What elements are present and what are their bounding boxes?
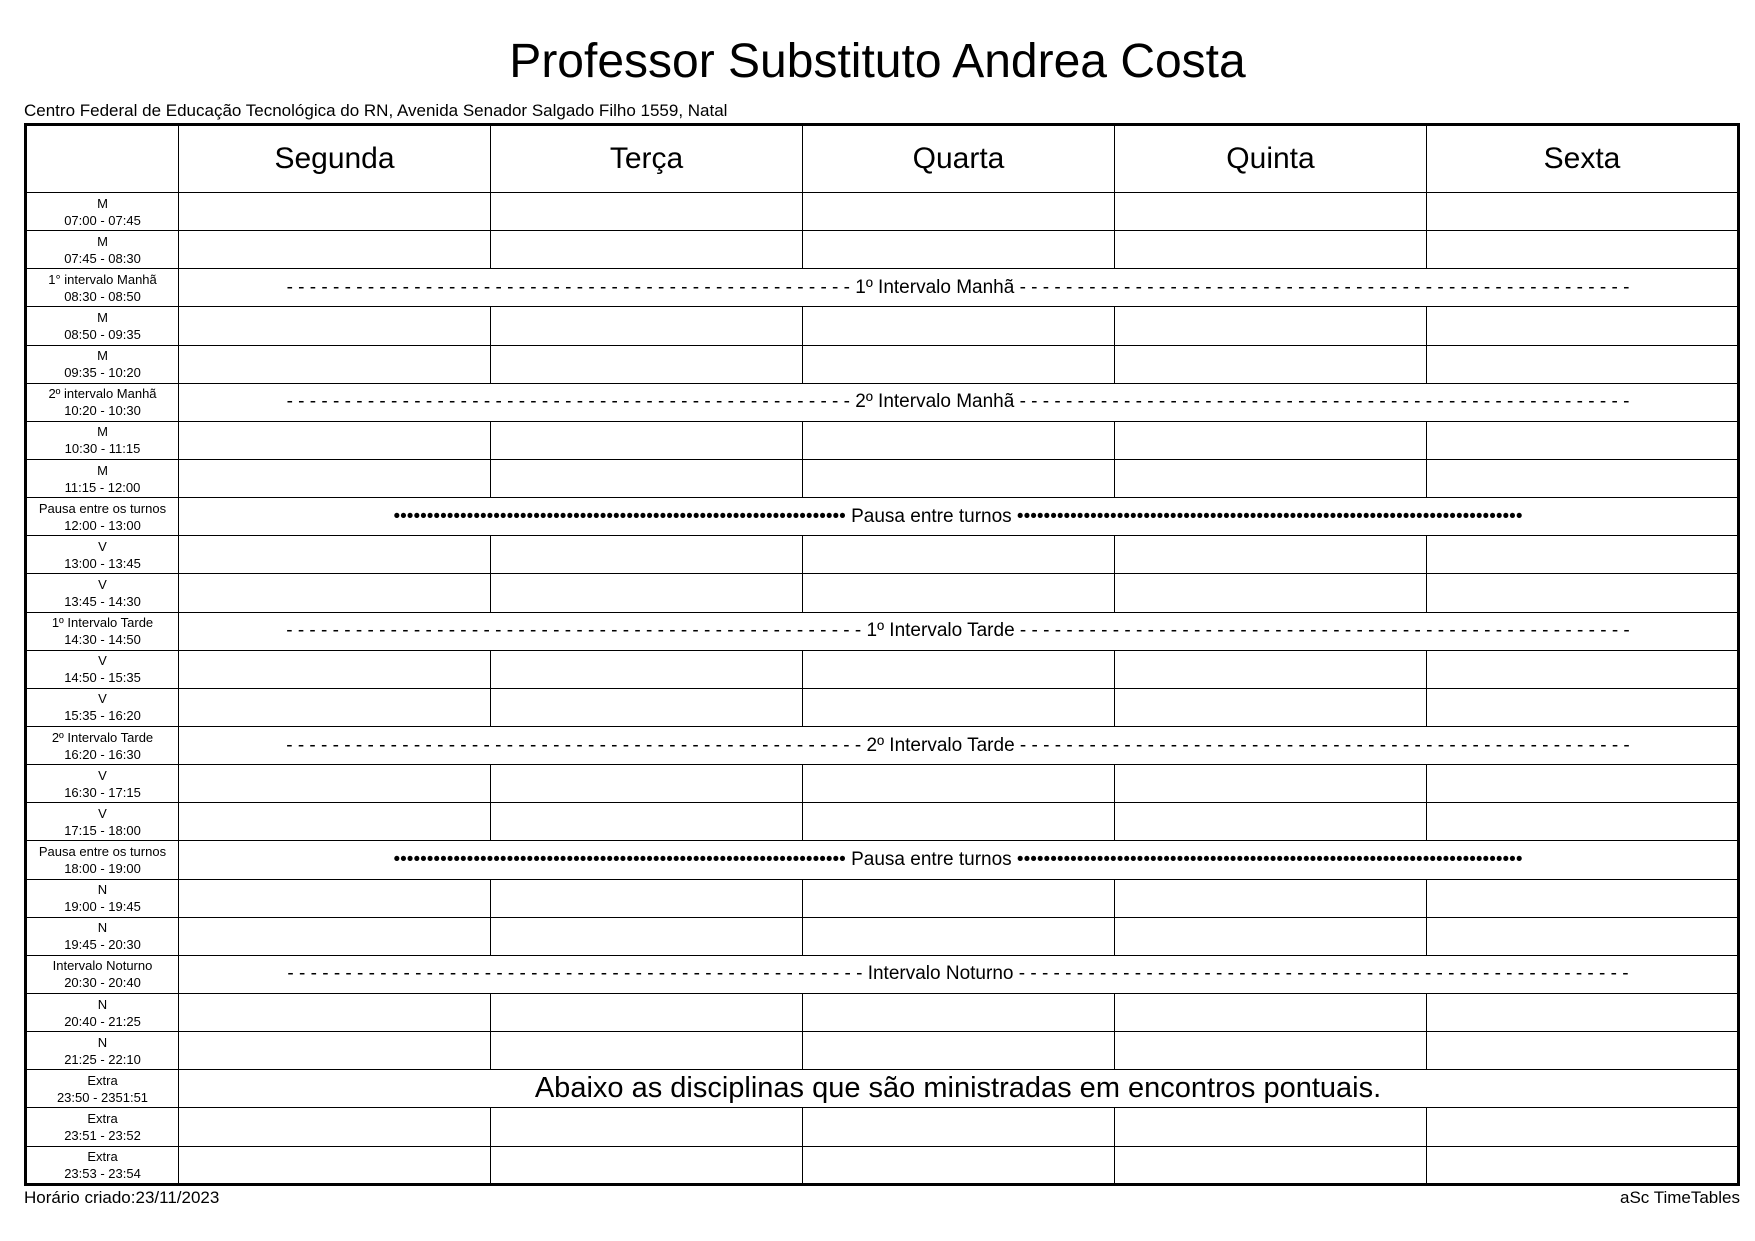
period-label: M	[97, 462, 108, 478]
lesson-cell	[491, 650, 803, 688]
period-cell	[26, 307, 179, 345]
period-cell	[26, 917, 179, 955]
period-time: 19:00 - 19:45	[64, 899, 141, 915]
break-banner: Abaixo as disciplinas que são ministradas em encontros pontuais.	[179, 1070, 1739, 1108]
period-cell	[26, 574, 179, 612]
lesson-cell	[491, 879, 803, 917]
lesson-cell	[1115, 459, 1427, 497]
period-time: 15:35 - 16:20	[64, 708, 141, 724]
lesson-cell	[803, 1032, 1115, 1070]
day-header: Terça	[491, 125, 803, 193]
lesson-cell	[1115, 917, 1427, 955]
lesson-cell	[1115, 765, 1427, 803]
period-cell	[26, 993, 179, 1031]
lesson-cell	[803, 993, 1115, 1031]
lesson-cell	[491, 688, 803, 726]
period-time: 10:20 - 10:30	[64, 403, 141, 419]
period-row	[26, 917, 1739, 955]
lesson-cell	[491, 803, 803, 841]
period-cell	[26, 193, 179, 231]
lesson-cell	[803, 1108, 1115, 1146]
created-date: Horário criado:23/11/2023	[24, 1188, 220, 1207]
period-cell	[26, 841, 179, 879]
period-row	[26, 688, 1739, 726]
lesson-cell	[1427, 688, 1739, 726]
break-banner: •••••••••••••••••••••••••••••••••••••••••••••••••••••••••••••••••••• Pausa entre turnos ••••••••••••••••••••••••••••••••••••••••••••••••••••••••••••••••••••••••••••	[179, 498, 1739, 536]
period-label: V	[98, 805, 107, 821]
period-time: 21:25 - 22:10	[64, 1051, 141, 1067]
day-header-row	[26, 125, 1739, 193]
lesson-cell	[179, 1108, 491, 1146]
period-cell	[26, 688, 179, 726]
lesson-cell	[1115, 1032, 1427, 1070]
day-header: Segunda	[179, 125, 491, 193]
lesson-cell	[803, 421, 1115, 459]
software-credit: aSc TimeTables	[1620, 1188, 1740, 1207]
period-row	[26, 879, 1739, 917]
period-label: M	[97, 195, 108, 211]
period-cell	[26, 1108, 179, 1146]
lesson-cell	[803, 193, 1115, 231]
period-row	[26, 1146, 1739, 1184]
lesson-cell	[179, 345, 491, 383]
lesson-cell	[1115, 803, 1427, 841]
lesson-cell	[1427, 650, 1739, 688]
period-row	[26, 612, 1739, 650]
period-row	[26, 459, 1739, 497]
period-cell	[26, 650, 179, 688]
period-time: 16:30 - 17:15	[64, 784, 141, 800]
period-cell	[26, 726, 179, 764]
lesson-cell	[1115, 1108, 1427, 1146]
lesson-cell	[803, 1146, 1115, 1184]
period-time: 08:30 - 08:50	[64, 288, 141, 304]
break-banner: - - - - - - - - - - - - - - - - - - - - - - - - - - - - - - - - - - - - - - - - - - - - - - - - - - Intervalo Noturno - - - - - - - - - - - - - - - - - - - - - - - - - - - - - - - - - - - - - - - - - - - - - - - - - - - - -	[179, 955, 1739, 993]
break-banner: •••••••••••••••••••••••••••••••••••••••••••••••••••••••••••••••••••• Pausa entre turnos ••••••••••••••••••••••••••••••••••••••••••••••••••••••••••••••••••••••••••••	[179, 841, 1739, 879]
period-cell	[26, 498, 179, 536]
period-row	[26, 1070, 1739, 1108]
lesson-cell	[179, 1146, 491, 1184]
lesson-cell	[491, 345, 803, 383]
period-label: V	[98, 576, 107, 592]
period-label: N	[97, 1034, 108, 1050]
period-row	[26, 193, 1739, 231]
lesson-cell	[1427, 1108, 1739, 1146]
lesson-cell	[803, 307, 1115, 345]
lesson-cell	[1427, 765, 1739, 803]
lesson-cell	[803, 879, 1115, 917]
period-row	[26, 307, 1739, 345]
lesson-cell	[491, 307, 803, 345]
lesson-cell	[803, 650, 1115, 688]
period-row	[26, 269, 1739, 307]
lesson-cell	[1427, 803, 1739, 841]
lesson-cell	[179, 1032, 491, 1070]
period-time: 17:15 - 18:00	[64, 822, 141, 838]
period-time: 14:30 - 14:50	[64, 632, 141, 648]
lesson-cell	[179, 231, 491, 269]
period-time: 10:30 - 11:15	[64, 441, 141, 457]
period-cell	[26, 612, 179, 650]
lesson-cell	[1427, 1032, 1739, 1070]
period-label: V	[98, 691, 107, 707]
period-row	[26, 383, 1739, 421]
lesson-cell	[1115, 421, 1427, 459]
lesson-cell	[491, 1146, 803, 1184]
period-row	[26, 421, 1739, 459]
period-time: 18:00 - 19:00	[64, 860, 141, 876]
lesson-cell	[179, 803, 491, 841]
school-address: Centro Federal de Educação Tecnológica do RN, Avenida Senador Salgado Filho 1559, Natal	[24, 101, 728, 120]
break-banner: - - - - - - - - - - - - - - - - - - - - - - - - - - - - - - - - - - - - - - - - - - - - - - - - - 1º Intervalo Manhã - - - - - - - - - - - - - - - - - - - - - - - - - - - - - - - - - - - - - - - - - - - - - - - - - - - - -	[179, 269, 1739, 307]
lesson-cell	[491, 917, 803, 955]
period-label: M	[97, 424, 108, 440]
lesson-cell	[179, 536, 491, 574]
lesson-cell	[803, 803, 1115, 841]
period-row	[26, 1108, 1739, 1146]
period-label: N	[97, 996, 108, 1012]
period-row	[26, 955, 1739, 993]
period-label: V	[98, 653, 107, 669]
break-banner: - - - - - - - - - - - - - - - - - - - - - - - - - - - - - - - - - - - - - - - - - - - - - - - - - 2º Intervalo Manhã - - - - - - - - - - - - - - - - - - - - - - - - - - - - - - - - - - - - - - - - - - - - - - - - - - - - -	[179, 383, 1739, 421]
period-cell	[26, 383, 179, 421]
period-label: N	[97, 920, 108, 936]
period-label: Extra	[87, 1148, 118, 1164]
timetable-body	[26, 193, 1739, 1185]
period-cell	[26, 1032, 179, 1070]
lesson-cell	[1115, 879, 1427, 917]
lesson-cell	[1427, 993, 1739, 1031]
period-cell	[26, 536, 179, 574]
lesson-cell	[1115, 688, 1427, 726]
break-banner: - - - - - - - - - - - - - - - - - - - - - - - - - - - - - - - - - - - - - - - - - - - - - - - - - - 1º Intervalo Tarde - - - - - - - - - - - - - - - - - - - - - - - - - - - - - - - - - - - - - - - - - - - - - - - - - - - - -	[179, 612, 1739, 650]
lesson-cell	[1115, 536, 1427, 574]
period-row	[26, 841, 1739, 879]
period-label: Intervalo Noturno	[52, 958, 153, 974]
lesson-cell	[491, 459, 803, 497]
lesson-cell	[1115, 307, 1427, 345]
lesson-cell	[491, 574, 803, 612]
lesson-cell	[179, 879, 491, 917]
lesson-cell	[491, 1108, 803, 1146]
period-cell	[26, 345, 179, 383]
period-time: 13:00 - 13:45	[64, 555, 141, 571]
period-cell	[26, 879, 179, 917]
lesson-cell	[491, 231, 803, 269]
lesson-cell	[179, 688, 491, 726]
period-cell	[26, 803, 179, 841]
period-time: 23:50 - 2351:51	[56, 1089, 149, 1105]
lesson-cell	[803, 459, 1115, 497]
period-row	[26, 345, 1739, 383]
lesson-cell	[491, 1032, 803, 1070]
lesson-cell	[179, 917, 491, 955]
lesson-cell	[179, 459, 491, 497]
corner-cell	[26, 125, 179, 193]
lesson-cell	[491, 421, 803, 459]
lesson-cell	[1115, 1146, 1427, 1184]
lesson-cell	[803, 345, 1115, 383]
lesson-cell	[179, 574, 491, 612]
period-time: 23:51 - 23:52	[64, 1127, 141, 1143]
lesson-cell	[1115, 231, 1427, 269]
lesson-cell	[803, 231, 1115, 269]
lesson-cell	[1115, 193, 1427, 231]
period-label: 2º Intervalo Tarde	[51, 729, 154, 745]
period-cell	[26, 1070, 179, 1108]
lesson-cell	[491, 536, 803, 574]
period-time: 07:00 - 07:45	[64, 212, 141, 228]
lesson-cell	[1115, 345, 1427, 383]
day-header: Quinta	[1115, 125, 1427, 193]
lesson-cell	[179, 765, 491, 803]
period-time: 20:30 - 20:40	[64, 975, 141, 991]
period-time: 14:50 - 15:35	[64, 670, 141, 686]
lesson-cell	[1115, 650, 1427, 688]
period-row	[26, 1032, 1739, 1070]
period-label: 1º Intervalo Tarde	[51, 615, 154, 631]
period-time: 23:53 - 23:54	[64, 1165, 141, 1181]
period-time: 12:00 - 13:00	[64, 517, 141, 533]
day-header: Quarta	[803, 125, 1115, 193]
period-label: M	[97, 233, 108, 249]
lesson-cell	[1427, 879, 1739, 917]
period-row	[26, 498, 1739, 536]
lesson-cell	[1427, 536, 1739, 574]
break-banner: - - - - - - - - - - - - - - - - - - - - - - - - - - - - - - - - - - - - - - - - - - - - - - - - - - 2º Intervalo Tarde - - - - - - - - - - - - - - - - - - - - - - - - - - - - - - - - - - - - - - - - - - - - - - - - - - - - -	[179, 726, 1739, 764]
period-cell	[26, 421, 179, 459]
lesson-cell	[1427, 917, 1739, 955]
lesson-cell	[1427, 574, 1739, 612]
period-label: 2º intervalo Manhã	[48, 386, 157, 402]
lesson-cell	[803, 917, 1115, 955]
period-row	[26, 231, 1739, 269]
period-row	[26, 536, 1739, 574]
lesson-cell	[1115, 993, 1427, 1031]
lesson-cell	[803, 688, 1115, 726]
period-time: 16:20 - 16:30	[64, 746, 141, 762]
period-label: Pausa entre os turnos	[38, 843, 167, 859]
lesson-cell	[1427, 459, 1739, 497]
period-row	[26, 650, 1739, 688]
timetable	[24, 123, 1740, 1186]
lesson-cell	[491, 193, 803, 231]
period-cell	[26, 231, 179, 269]
period-cell	[26, 459, 179, 497]
lesson-cell	[179, 993, 491, 1031]
lesson-cell	[1427, 193, 1739, 231]
period-label: M	[97, 309, 108, 325]
lesson-cell	[803, 765, 1115, 803]
period-row	[26, 765, 1739, 803]
lesson-cell	[491, 765, 803, 803]
period-label: Extra	[87, 1072, 118, 1088]
lesson-cell	[803, 574, 1115, 612]
period-label: M	[97, 348, 108, 364]
lesson-cell	[179, 650, 491, 688]
page-title: Professor Substituto Andrea Costa	[509, 35, 1246, 88]
period-cell	[26, 765, 179, 803]
period-label: Pausa entre os turnos	[38, 500, 167, 516]
period-time: 09:35 - 10:20	[64, 365, 141, 381]
period-time: 07:45 - 08:30	[64, 250, 141, 266]
period-time: 19:45 - 20:30	[64, 937, 141, 953]
lesson-cell	[1427, 1146, 1739, 1184]
lesson-cell	[179, 193, 491, 231]
lesson-cell	[1427, 307, 1739, 345]
period-label: V	[98, 767, 107, 783]
lesson-cell	[1427, 345, 1739, 383]
period-label: N	[97, 882, 108, 898]
lesson-cell	[803, 536, 1115, 574]
period-label: Extra	[87, 1110, 118, 1126]
period-row	[26, 726, 1739, 764]
lesson-cell	[1427, 421, 1739, 459]
lesson-cell	[1427, 231, 1739, 269]
lesson-cell	[1115, 574, 1427, 612]
lesson-cell	[179, 421, 491, 459]
period-row	[26, 803, 1739, 841]
period-row	[26, 574, 1739, 612]
period-row	[26, 993, 1739, 1031]
period-time: 11:15 - 12:00	[64, 479, 141, 495]
period-time: 20:40 - 21:25	[64, 1013, 141, 1029]
lesson-cell	[179, 307, 491, 345]
period-time: 13:45 - 14:30	[64, 593, 141, 609]
period-cell	[26, 269, 179, 307]
period-cell	[26, 1146, 179, 1184]
period-label: 1° intervalo Manhã	[48, 271, 157, 287]
day-header: Sexta	[1427, 125, 1739, 193]
period-label: V	[98, 538, 107, 554]
lesson-cell	[491, 993, 803, 1031]
period-time: 08:50 - 09:35	[64, 326, 141, 342]
period-cell	[26, 955, 179, 993]
